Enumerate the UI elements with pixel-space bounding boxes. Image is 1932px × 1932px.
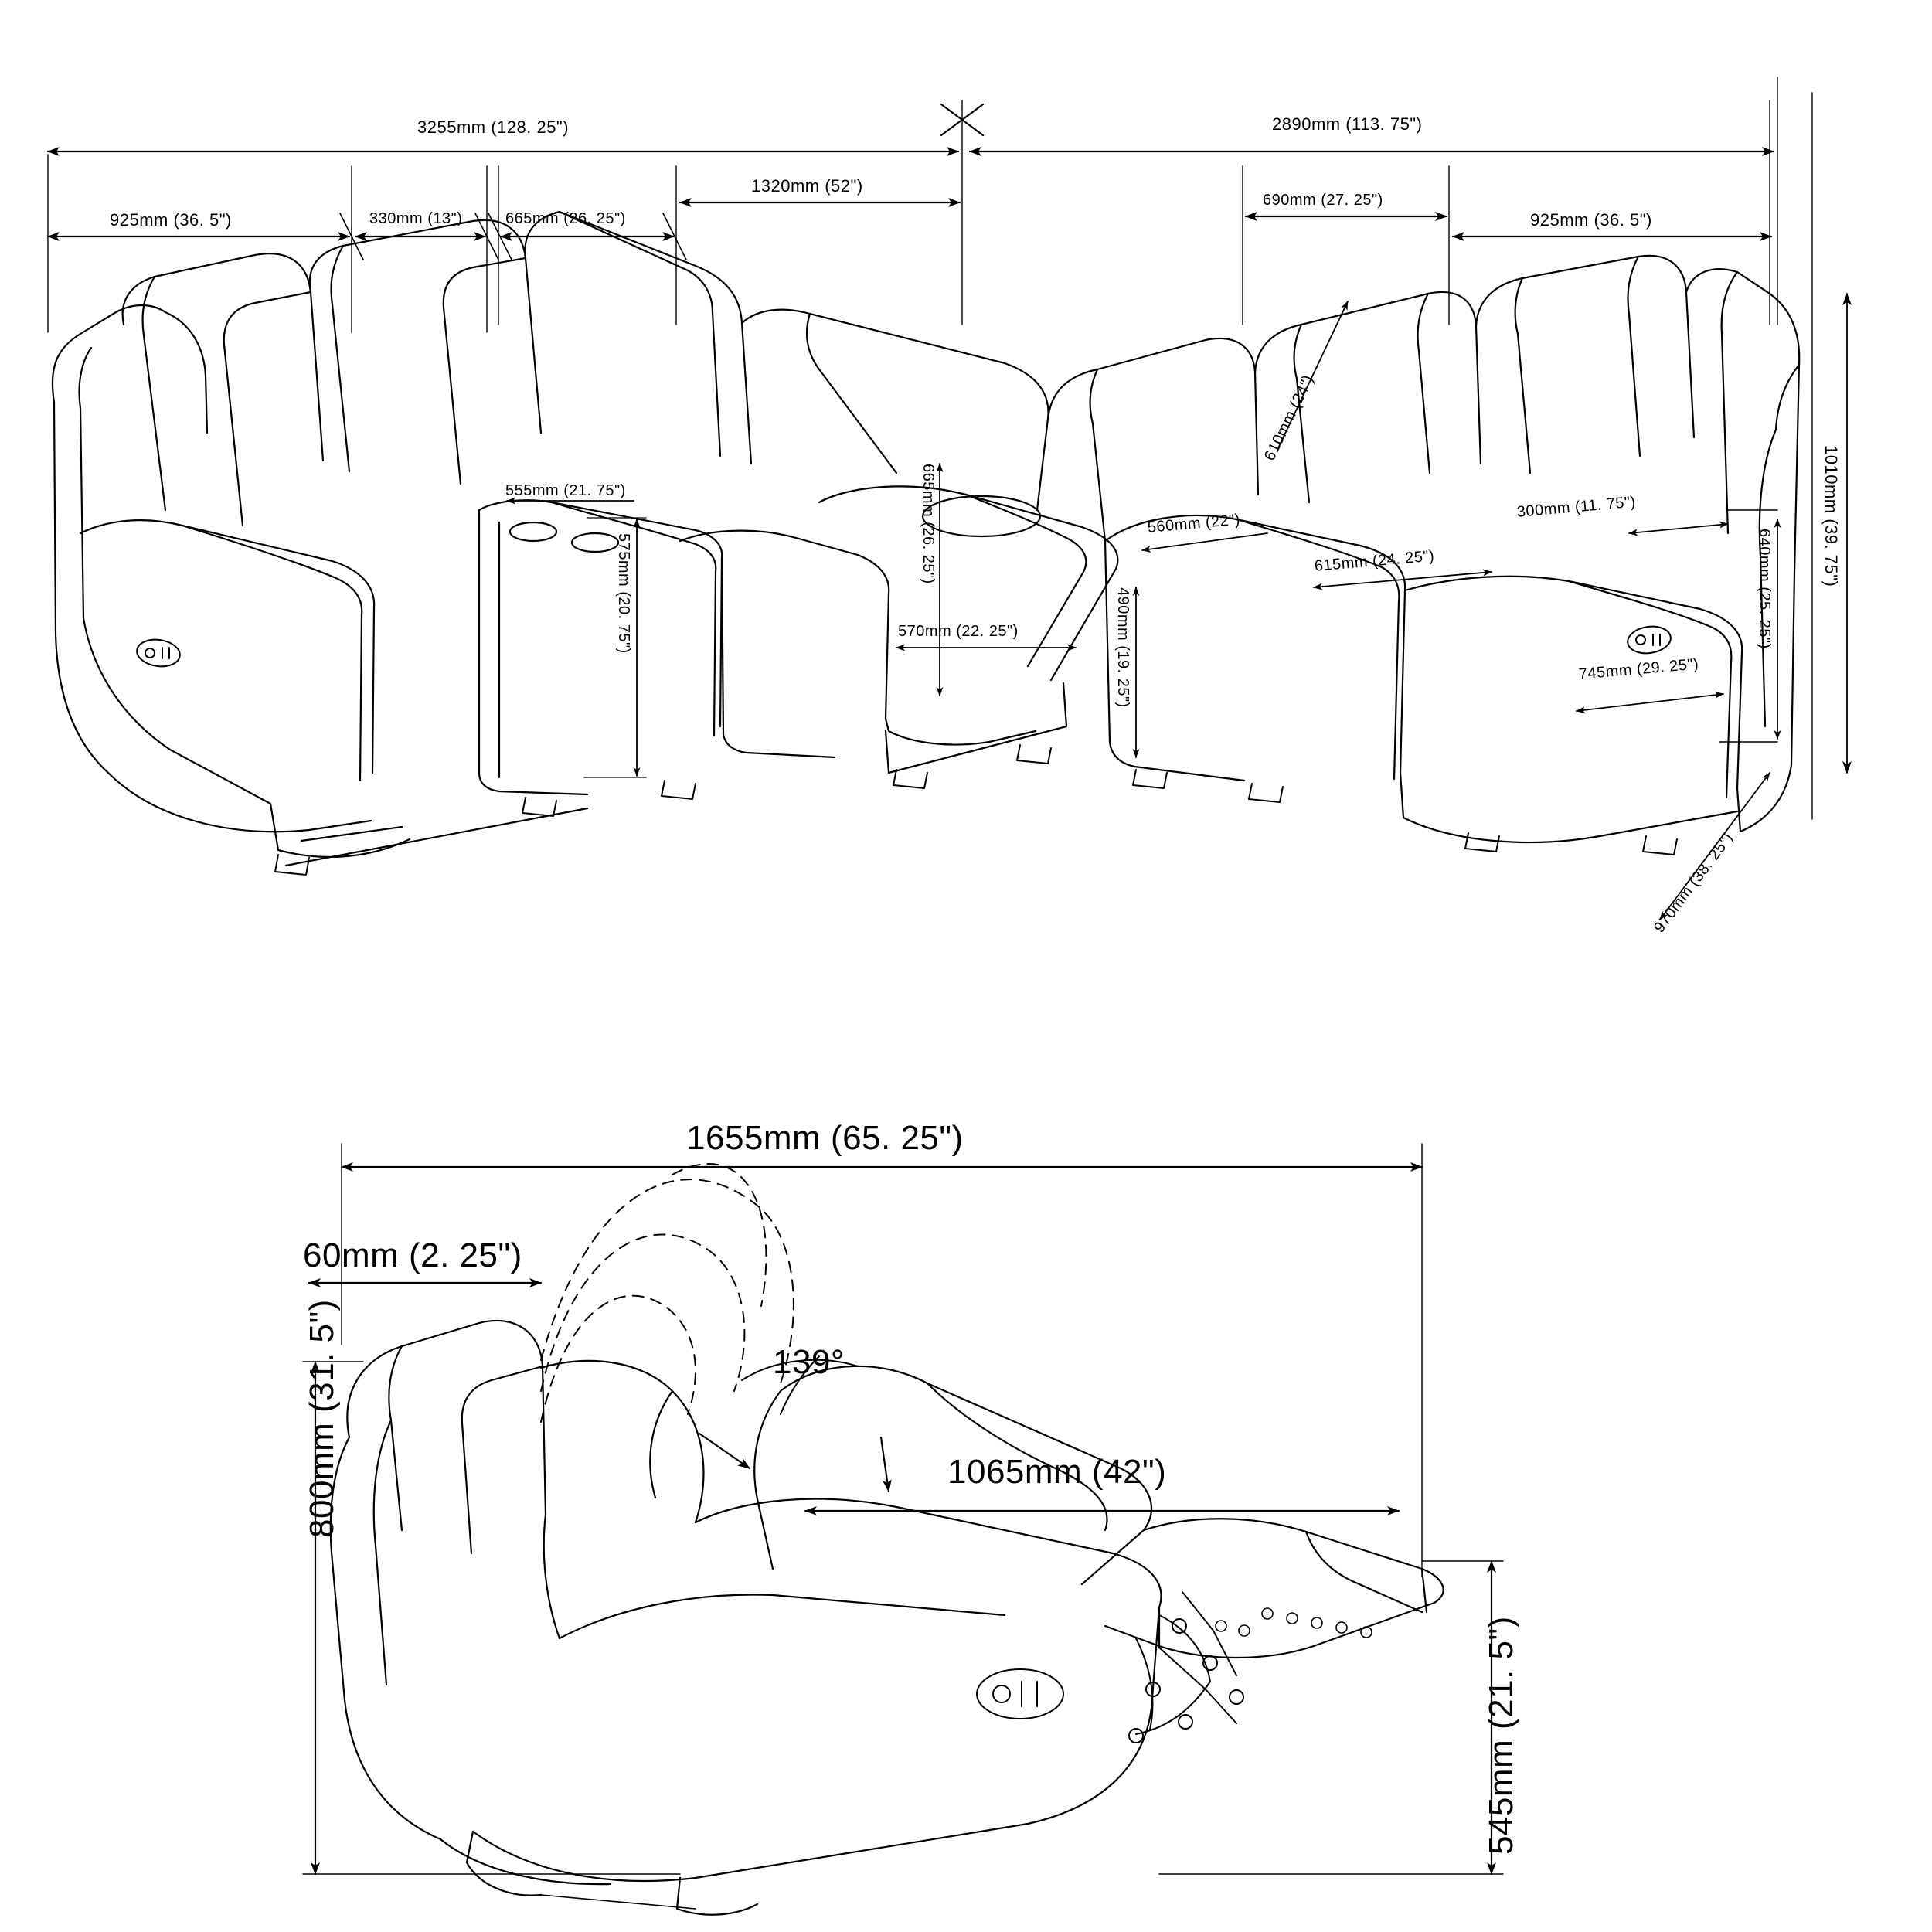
dim-seat-depth: 745mm (29. 25") — [1578, 655, 1700, 683]
dim-arm-width: 300mm (11. 75") — [1516, 493, 1637, 521]
dim-armless-seat-width: 665mm (26. 25") — [505, 210, 626, 227]
dim-seat-back-width: 560mm (22") — [1147, 511, 1241, 536]
dim-wall-clearance: 60mm (2. 25") — [303, 1236, 522, 1274]
dim-console-width: 330mm (13") — [369, 210, 463, 227]
dim-console-depth: 555mm (21. 75") — [505, 482, 626, 499]
dim-right-armless-width: 690mm (27. 25") — [1263, 192, 1383, 209]
dim-backrest-height: 610mm (24") — [1261, 372, 1318, 464]
dim-wedge-seat-depth: 665mm (26. 25") — [920, 464, 937, 584]
dim-left-recliner-width: 925mm (36. 5") — [110, 210, 232, 230]
dim-seat-height: 490mm (19. 25") — [1114, 587, 1131, 708]
dim-overall-right-run: 2890mm (113. 75") — [1272, 114, 1423, 134]
dim-right-recliner-width: 925mm (36. 5") — [1530, 210, 1652, 230]
dim-overall-height: 1010mm (39. 75") — [1821, 445, 1841, 587]
dim-seat-width: 615mm (24. 25") — [1314, 547, 1436, 575]
dim-footrest-height: 545mm (21. 5") — [1482, 1616, 1520, 1855]
dim-console-height: 575mm (20. 75") — [615, 533, 632, 654]
dim-overall-height-side: 800mm (31. 5") — [303, 1299, 341, 1538]
dim-seat-to-footrest: 1065mm (42") — [947, 1453, 1167, 1491]
dim-overall-depth: 970mm (38. 25") — [1651, 829, 1737, 937]
dim-wedge-width: 1320mm (52") — [751, 176, 863, 196]
dim-recline-angle: 139° — [773, 1343, 845, 1381]
dim-arm-height: 640mm (25. 25") — [1756, 529, 1773, 649]
dim-overall-left-run: 3255mm (128. 25") — [417, 117, 570, 137]
dim-wedge-front-width: 570mm (22. 25") — [898, 623, 1019, 640]
dim-extended-length: 1655mm (65. 25") — [686, 1119, 964, 1157]
